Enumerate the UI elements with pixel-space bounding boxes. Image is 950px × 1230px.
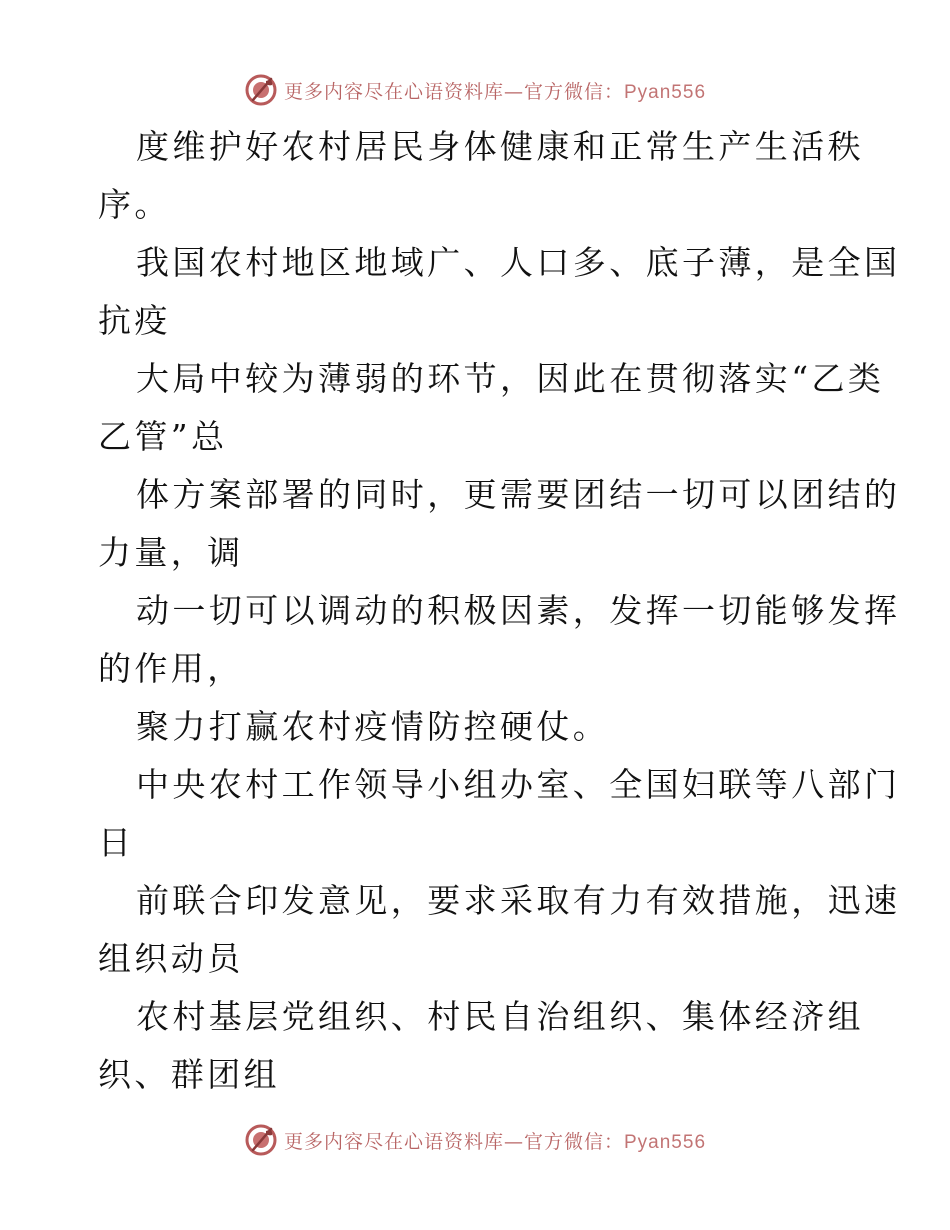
body-text-line: 中央农村工作领导小组办室、全国妇联等八部门 — [136, 765, 901, 804]
footer-watermark — [0, 1120, 950, 1160]
body-text-line: 乙管”总 — [98, 417, 228, 456]
body-text-line: 组织动员 — [98, 939, 244, 978]
body-text-line: 农村基层党组织、村民自治组织、集体经济组 — [136, 997, 864, 1036]
body-text-line: 大局中较为薄弱的环节，因此在贯彻落实“乙类 — [136, 359, 885, 398]
body-text-line: 抗疫 — [98, 301, 171, 340]
watermark-text — [284, 1127, 706, 1154]
body-text-line: 动一切可以调动的积极因素，发挥一切能够发挥 — [136, 591, 901, 630]
watermark-site-text: 更多内容尽在心语资料库—官方微信： — [283, 80, 624, 103]
watermark-wechat-id: Pyan556 — [624, 81, 707, 103]
body-text-line: 力量，调 — [98, 533, 244, 572]
body-text-line: 度维护好农村居民身体健康和正常生产生活秩 — [136, 127, 864, 166]
watermark-wechat-id: Pyan556 — [624, 1131, 707, 1153]
quill-seal-logo-icon — [244, 73, 278, 107]
quill-seal-logo-icon — [244, 1123, 278, 1157]
body-text-line: 我国农村地区地域广、人口多、底子薄，是全国 — [136, 243, 901, 282]
watermark-site-text: 更多内容尽在心语资料库—官方微信： — [283, 1130, 624, 1153]
body-text-line: 的作用， — [98, 649, 244, 688]
document-body — [98, 118, 901, 1104]
body-text-line: 聚力打赢农村疫情防控硬仗。 — [136, 707, 610, 746]
body-text-line: 体方案部署的同时，更需要团结一切可以团结的 — [136, 475, 901, 514]
body-text-line: 织、群团组 — [98, 1055, 280, 1094]
header-watermark — [0, 70, 950, 110]
body-text-line: 日 — [98, 823, 135, 862]
body-text-line: 序。 — [98, 185, 171, 224]
body-text-line: 前联合印发意见，要求采取有力有效措施，迅速 — [136, 881, 901, 920]
watermark-text — [284, 77, 706, 104]
